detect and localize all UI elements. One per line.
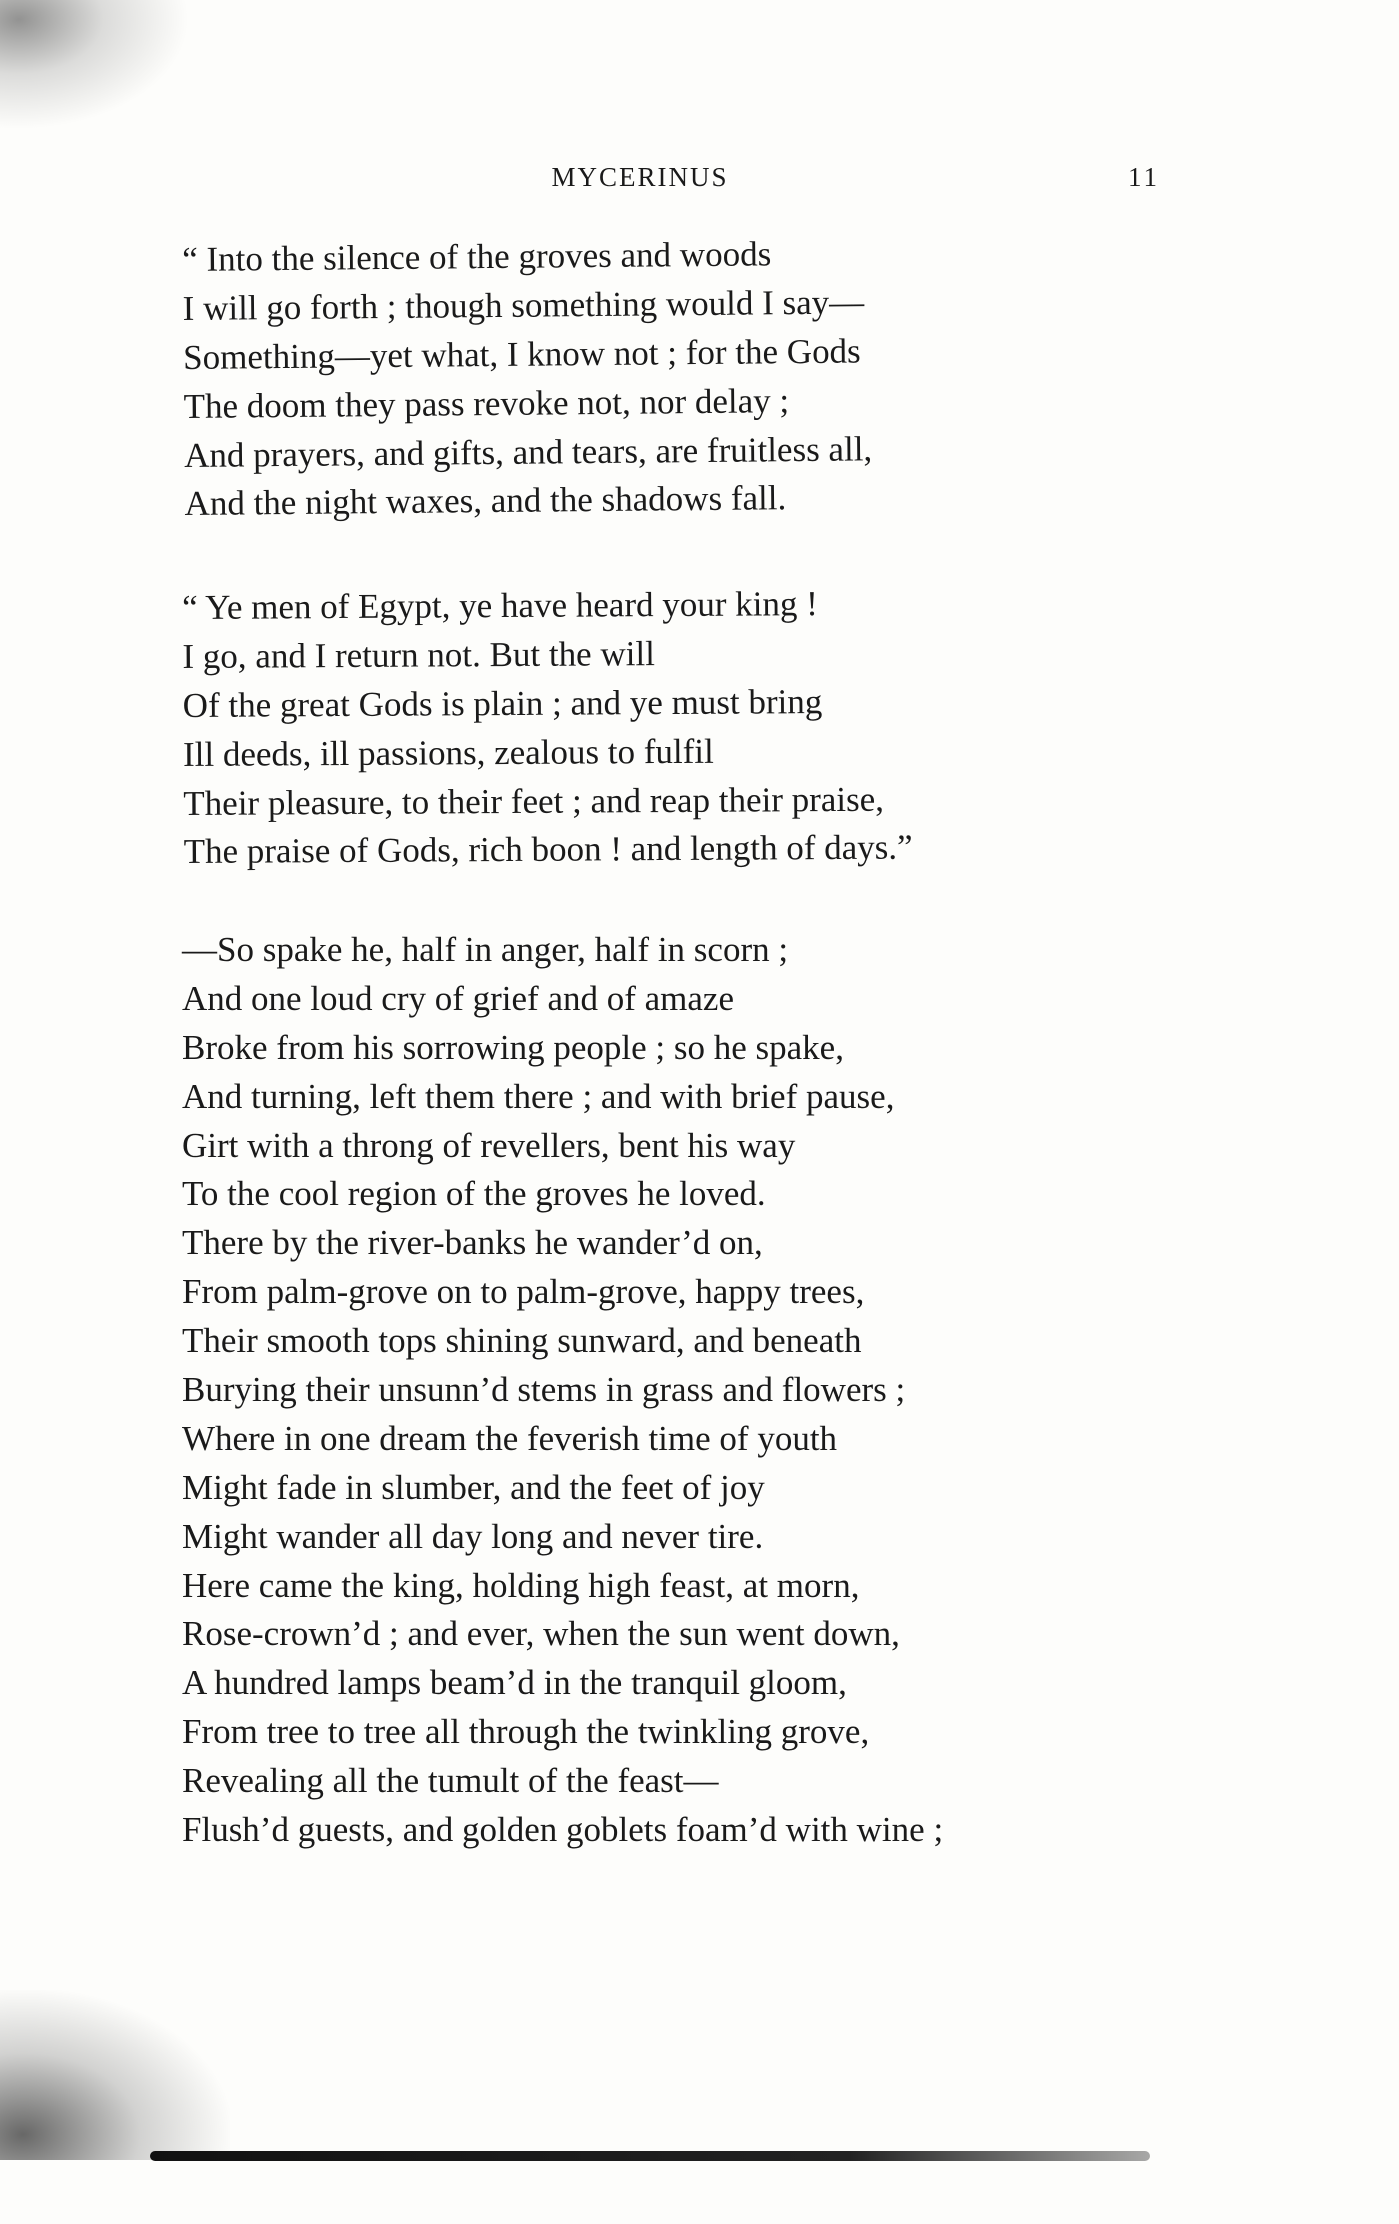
scan-smudge [0,0,190,130]
stanza-2 [182,580,913,878]
poem-line: And one loud cry of grief and of amaze [182,978,735,1018]
poem-line: Of the great Gods is plain ; and ye must bring [182,681,823,725]
poem-line: And the night waxes, and the shadows fall. [184,478,787,524]
poem-line: Something—yet what, I know not ; for the Gods [182,331,861,377]
poem-line: Rose-crown’d ; and ever, when the sun went down, [182,1614,900,1654]
poem-line: The praise of Gods, rich boon ! and length of days.” [183,827,913,872]
poem-line: “ Into the silence of the groves and woods [182,234,772,279]
poem-line: Here came the king, holding high feast, at morn, [182,1565,860,1605]
poem-line: Burying their unsunn’d stems in grass and flowers ; [182,1370,906,1410]
poem-line: I will go forth ; though something would I say— [182,282,865,328]
poem-line: Broke from his sorrowing people ; so he spake, [182,1027,844,1067]
poem-line: And turning, left them there ; and with brief pause, [182,1076,895,1116]
poem-line: Ill deeds, ill passions, zealous to fulfil [182,731,714,774]
page-number: 11 [1128,162,1160,192]
poem-line: Might wander all day long and never tire. [182,1516,764,1556]
poem-line: I go, and I return not. But the will [182,634,655,676]
poem-line: Their smooth tops shining sunward, and beneath [182,1321,862,1361]
poem-line: Flush’d guests, and golden goblets foam’d with wine ; [182,1810,944,1850]
poem-line: From palm-grove on to palm-grove, happy trees, [182,1272,865,1312]
poem-line: A hundred lamps beam’d in the tranquil gloom, [182,1663,847,1703]
poem-line: Revealing all the tumult of the feast— [182,1761,719,1801]
stanza-1 [182,229,873,529]
stanza-3 [182,926,943,1855]
poem-line: Girt with a throng of revellers, bent his way [182,1125,796,1165]
page-edge-shadow [150,2151,1150,2161]
poem-line: The doom they pass revoke not, nor delay ; [183,380,790,426]
poem-line: To the cool region of the groves he loved. [182,1174,766,1214]
running-head: MYCERINUS [551,162,729,192]
poem-line: Where in one dream the feverish time of youth [182,1418,838,1458]
poem-line: “ Ye men of Egypt, ye have heard your king ! [182,584,818,627]
poem-line: —So spake he, half in anger, half in scorn ; [182,930,789,969]
poem-line: There by the river-banks he wander’d on, [182,1223,763,1263]
poem-line: Might fade in slumber, and the feet of joy [182,1467,765,1507]
poem-line: And prayers, and gifts, and tears, are fruitless all, [183,428,873,475]
scan-smudge [0,1990,230,2160]
poem-line: Their pleasure, to their feet ; and reap their praise, [183,779,885,823]
poem-line: From tree to tree all through the twinkling grove, [182,1712,870,1752]
